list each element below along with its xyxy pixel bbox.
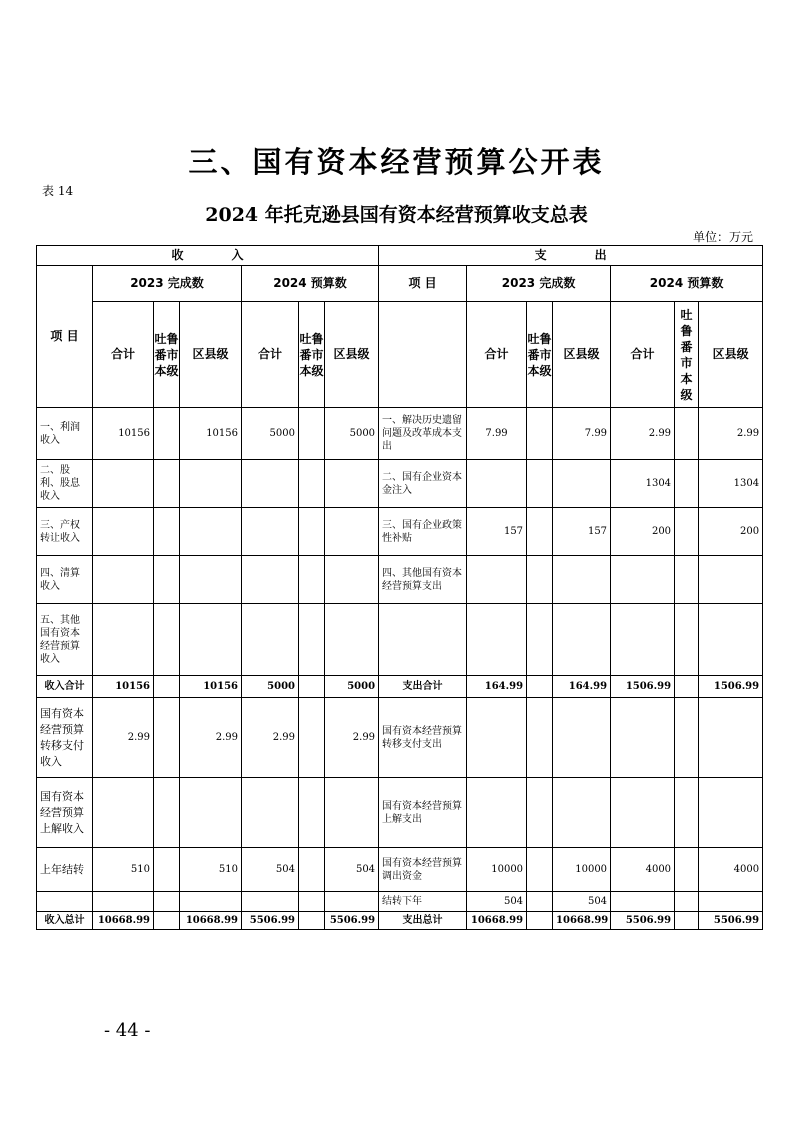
expense-value: 1304 bbox=[699, 460, 763, 508]
income-value: 510 bbox=[93, 848, 154, 892]
expense-value bbox=[699, 892, 763, 912]
income-value bbox=[180, 556, 242, 604]
page-heading: 三、国有资本经营预算公开表 bbox=[188, 145, 605, 179]
expense-value bbox=[675, 848, 699, 892]
table-body bbox=[37, 408, 763, 930]
table-row bbox=[37, 408, 763, 460]
col-county: 区县级 bbox=[325, 302, 379, 408]
expense-value bbox=[527, 556, 553, 604]
income-value: 510 bbox=[180, 848, 242, 892]
income-value bbox=[180, 778, 242, 848]
income-item: 上年结转 bbox=[37, 848, 93, 892]
income-value: 10156 bbox=[180, 676, 242, 698]
income-value bbox=[154, 912, 180, 930]
expense-2024-header: 2024 预算数 bbox=[611, 266, 763, 302]
table-row bbox=[37, 508, 763, 556]
income-value bbox=[93, 508, 154, 556]
expense-value: 4000 bbox=[611, 848, 675, 892]
expense-value: 5506.99 bbox=[699, 912, 763, 930]
income-value: 10156 bbox=[180, 408, 242, 460]
income-header: 收 入 bbox=[37, 246, 379, 266]
expense-value: 504 bbox=[553, 892, 611, 912]
income-value bbox=[180, 460, 242, 508]
income-item: 一、利润收入 bbox=[37, 408, 93, 460]
expense-value bbox=[527, 460, 553, 508]
income-value bbox=[242, 892, 299, 912]
table-row bbox=[37, 778, 763, 848]
income-value: 5000 bbox=[242, 676, 299, 698]
expense-item bbox=[379, 604, 467, 676]
expense-value bbox=[611, 556, 675, 604]
expense-item: 二、国有企业资本金注入 bbox=[379, 460, 467, 508]
expense-value: 7.99 bbox=[553, 408, 611, 460]
expense-value bbox=[527, 508, 553, 556]
expense-value: 10668.99 bbox=[553, 912, 611, 930]
table-row bbox=[37, 892, 763, 912]
expense-value bbox=[527, 848, 553, 892]
expense-value bbox=[527, 604, 553, 676]
expense-value: 1506.99 bbox=[611, 676, 675, 698]
income-value: 5000 bbox=[325, 676, 379, 698]
income-value: 504 bbox=[242, 848, 299, 892]
income-item: 二、股利、股息收入 bbox=[37, 460, 93, 508]
income-value bbox=[299, 460, 325, 508]
income-value bbox=[180, 604, 242, 676]
expense-value bbox=[675, 556, 699, 604]
expense-value bbox=[553, 460, 611, 508]
expense-value bbox=[675, 508, 699, 556]
income-value bbox=[154, 698, 180, 778]
income-value bbox=[242, 460, 299, 508]
income-value: 10156 bbox=[93, 676, 154, 698]
expense-value: 1304 bbox=[611, 460, 675, 508]
income-value: 2.99 bbox=[93, 698, 154, 778]
table-row bbox=[37, 698, 763, 778]
expense-2023-header: 2023 完成数 bbox=[467, 266, 611, 302]
expense-value: 4000 bbox=[699, 848, 763, 892]
income-item: 四、清算收入 bbox=[37, 556, 93, 604]
income-value bbox=[299, 848, 325, 892]
income-item bbox=[37, 892, 93, 912]
income-value: 10156 bbox=[93, 408, 154, 460]
col-city: 吐鲁番市本级 bbox=[527, 302, 553, 408]
expense-value: 1506.99 bbox=[699, 676, 763, 698]
income-value bbox=[325, 892, 379, 912]
table-row bbox=[37, 556, 763, 604]
income-item: 国有资本经营预算转移支付收入 bbox=[37, 698, 93, 778]
expense-value: 10000 bbox=[467, 848, 527, 892]
income-value: 5506.99 bbox=[242, 912, 299, 930]
income-value bbox=[154, 508, 180, 556]
expense-value bbox=[675, 698, 699, 778]
expense-item: 四、其他国有资本经营预算支出 bbox=[379, 556, 467, 604]
income-value bbox=[299, 698, 325, 778]
income-value bbox=[299, 604, 325, 676]
income-value bbox=[154, 848, 180, 892]
expense-item: 国有资本经营预算转移支付支出 bbox=[379, 698, 467, 778]
income-value bbox=[325, 508, 379, 556]
expense-value bbox=[675, 460, 699, 508]
expense-value bbox=[699, 604, 763, 676]
expense-value bbox=[553, 604, 611, 676]
income-value bbox=[93, 460, 154, 508]
expense-value: 200 bbox=[699, 508, 763, 556]
income-value bbox=[325, 604, 379, 676]
expense-value bbox=[611, 892, 675, 912]
income-value bbox=[93, 892, 154, 912]
income-value bbox=[242, 508, 299, 556]
income-value bbox=[299, 892, 325, 912]
expense-value: 2.99 bbox=[699, 408, 763, 460]
expense-value bbox=[527, 892, 553, 912]
expense-value bbox=[699, 556, 763, 604]
expense-item-header: 项 目 bbox=[379, 266, 467, 302]
table-row bbox=[37, 676, 763, 698]
income-value bbox=[299, 408, 325, 460]
col-total: 合计 bbox=[467, 302, 527, 408]
col-city: 吐鲁番市本级 bbox=[675, 302, 699, 408]
income-value bbox=[325, 556, 379, 604]
expense-value bbox=[675, 676, 699, 698]
income-value bbox=[325, 778, 379, 848]
page-number: - 44 - bbox=[104, 1020, 151, 1041]
income-value: 10668.99 bbox=[93, 912, 154, 930]
income-value bbox=[242, 778, 299, 848]
expense-value bbox=[675, 408, 699, 460]
expense-value bbox=[467, 460, 527, 508]
expense-item: 国有资本经营预算上解支出 bbox=[379, 778, 467, 848]
income-value bbox=[299, 676, 325, 698]
expense-value: 10668.99 bbox=[467, 912, 527, 930]
income-value bbox=[93, 604, 154, 676]
income-value: 5000 bbox=[325, 408, 379, 460]
unit-label: 单位：万元 bbox=[692, 230, 753, 244]
expense-item: 支出总计 bbox=[379, 912, 467, 930]
income-value: 5506.99 bbox=[325, 912, 379, 930]
income-value bbox=[154, 460, 180, 508]
income-value bbox=[93, 556, 154, 604]
table-title: 2024 年托克逊县国有资本经营预算收支总表 bbox=[205, 204, 588, 226]
income-value: 10668.99 bbox=[180, 912, 242, 930]
expense-value: 164.99 bbox=[553, 676, 611, 698]
income-item: 三、产权转让收入 bbox=[37, 508, 93, 556]
expense-item: 三、国有企业政策性补贴 bbox=[379, 508, 467, 556]
income-item: 国有资本经营预算上解收入 bbox=[37, 778, 93, 848]
expense-item: 支出合计 bbox=[379, 676, 467, 698]
expense-value: 10000 bbox=[553, 848, 611, 892]
income-value bbox=[242, 556, 299, 604]
expense-item-blank bbox=[379, 302, 467, 408]
income-item-header: 项 目 bbox=[37, 266, 93, 408]
expense-value: 200 bbox=[611, 508, 675, 556]
expense-value bbox=[553, 698, 611, 778]
col-city: 吐鲁番市本级 bbox=[154, 302, 180, 408]
expense-item: 国有资本经营预算调出资金 bbox=[379, 848, 467, 892]
table-row bbox=[37, 604, 763, 676]
col-total: 合计 bbox=[611, 302, 675, 408]
table-row bbox=[37, 912, 763, 930]
col-city: 吐鲁番市本级 bbox=[299, 302, 325, 408]
income-value bbox=[299, 556, 325, 604]
income-value bbox=[154, 604, 180, 676]
expense-value bbox=[467, 556, 527, 604]
expense-value bbox=[553, 778, 611, 848]
expense-value: 157 bbox=[467, 508, 527, 556]
income-value: 504 bbox=[325, 848, 379, 892]
income-value bbox=[180, 892, 242, 912]
expense-item: 结转下年 bbox=[379, 892, 467, 912]
expense-value: 7.99 bbox=[467, 408, 527, 460]
income-value bbox=[180, 508, 242, 556]
table-row bbox=[37, 460, 763, 508]
expense-value bbox=[699, 778, 763, 848]
income-2023-header: 2023 完成数 bbox=[93, 266, 242, 302]
income-value bbox=[299, 508, 325, 556]
expense-value: 504 bbox=[467, 892, 527, 912]
table-row bbox=[37, 848, 763, 892]
col-county: 区县级 bbox=[553, 302, 611, 408]
income-value bbox=[154, 556, 180, 604]
income-value bbox=[93, 778, 154, 848]
expense-header: 支 出 bbox=[379, 246, 763, 266]
expense-value bbox=[527, 778, 553, 848]
expense-value bbox=[467, 604, 527, 676]
col-total: 合计 bbox=[242, 302, 299, 408]
expense-value bbox=[467, 698, 527, 778]
col-total: 合计 bbox=[93, 302, 154, 408]
income-item: 收入合计 bbox=[37, 676, 93, 698]
col-county: 区县级 bbox=[180, 302, 242, 408]
income-value: 2.99 bbox=[180, 698, 242, 778]
income-value bbox=[299, 778, 325, 848]
expense-value bbox=[675, 604, 699, 676]
income-value: 2.99 bbox=[325, 698, 379, 778]
expense-value bbox=[527, 676, 553, 698]
expense-value bbox=[553, 556, 611, 604]
table-number: 表 14 bbox=[42, 184, 74, 198]
income-value bbox=[299, 912, 325, 930]
expense-value: 157 bbox=[553, 508, 611, 556]
income-item: 五、其他国有资本经营预算收入 bbox=[37, 604, 93, 676]
expense-value bbox=[527, 698, 553, 778]
expense-value bbox=[527, 408, 553, 460]
expense-value bbox=[611, 778, 675, 848]
income-item: 收入总计 bbox=[37, 912, 93, 930]
expense-value bbox=[467, 778, 527, 848]
income-value bbox=[154, 408, 180, 460]
expense-value bbox=[527, 912, 553, 930]
income-value bbox=[154, 892, 180, 912]
income-value bbox=[325, 460, 379, 508]
expense-value bbox=[611, 698, 675, 778]
income-value: 2.99 bbox=[242, 698, 299, 778]
budget-table bbox=[36, 245, 763, 930]
income-value: 5000 bbox=[242, 408, 299, 460]
expense-value bbox=[611, 604, 675, 676]
expense-value: 164.99 bbox=[467, 676, 527, 698]
income-2024-header: 2024 预算数 bbox=[242, 266, 379, 302]
expense-item: 一、解决历史遗留问题及改革成本支出 bbox=[379, 408, 467, 460]
expense-value bbox=[699, 698, 763, 778]
income-value bbox=[242, 604, 299, 676]
expense-value bbox=[675, 892, 699, 912]
expense-value bbox=[675, 912, 699, 930]
expense-value: 5506.99 bbox=[611, 912, 675, 930]
expense-value bbox=[675, 778, 699, 848]
income-value bbox=[154, 676, 180, 698]
expense-value: 2.99 bbox=[611, 408, 675, 460]
income-value bbox=[154, 778, 180, 848]
col-county: 区县级 bbox=[699, 302, 763, 408]
